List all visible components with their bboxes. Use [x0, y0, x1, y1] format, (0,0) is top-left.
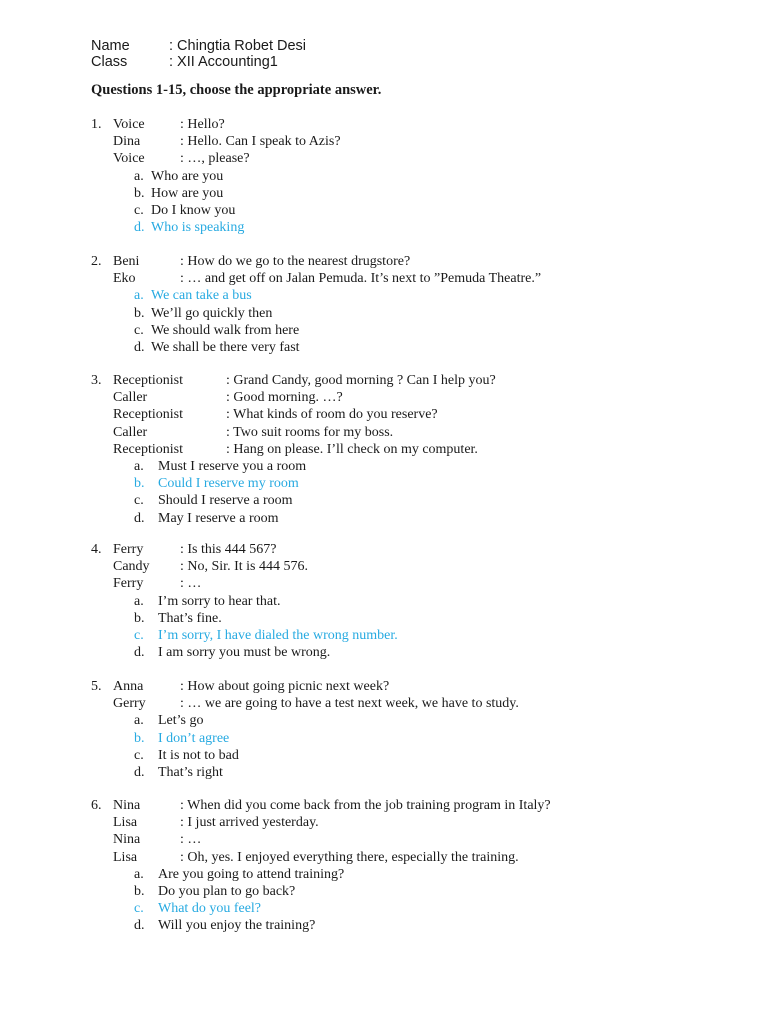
speaker-name: Dina [113, 134, 141, 150]
dialogue-line [91, 541, 731, 558]
class-label: Class [91, 54, 128, 70]
question-number: 2. [91, 254, 102, 269]
speaker-name: Ferry [113, 542, 144, 557]
speaker-utterance: : No, Sir. It is 444 576. [180, 559, 308, 575]
answer-option [91, 322, 731, 339]
question-number: 4. [91, 542, 102, 557]
option-text: We should walk from here [151, 322, 300, 338]
dialogue-line [91, 441, 731, 458]
dialogue-line [91, 797, 731, 814]
speaker-utterance: : … and get off on Jalan Pemuda. It’s next to ”Pemuda Theatre.” [180, 271, 542, 287]
option-text: That’s right [158, 764, 223, 780]
option-letter: d. [134, 339, 145, 355]
speaker-utterance: : Hello? [180, 117, 225, 132]
option-letter: a. [134, 168, 144, 184]
dialogue-line [91, 133, 731, 150]
speaker-utterance: : I just arrived yesterday. [180, 815, 319, 831]
dialogue-line [91, 558, 731, 575]
speaker-utterance: : What kinds of room do you reserve? [226, 407, 438, 423]
speaker-utterance: : Hang on please. I’ll check on my computer. [226, 441, 478, 457]
dialogue-line [91, 389, 731, 406]
class-value: : XII Accounting1 [169, 54, 278, 70]
question-4 [91, 541, 731, 661]
option-text: Must I reserve you a room [158, 458, 307, 474]
dialogue-line [91, 695, 731, 712]
answer-option [91, 168, 731, 185]
speaker-name: Anna [113, 679, 144, 694]
option-text: I’m sorry to hear that. [158, 593, 281, 609]
speaker-utterance: : Grand Candy, good morning ? Can I help you? [226, 373, 496, 388]
dialogue-line [91, 678, 731, 695]
speaker-utterance: : How about going picnic next week? [180, 679, 390, 694]
option-letter: b. [134, 476, 145, 492]
student-header [91, 38, 306, 70]
option-text: What do you feel? [158, 901, 262, 917]
speaker-name: Candy [113, 559, 150, 575]
option-letter: c. [134, 322, 144, 338]
speaker-name: Lisa [113, 815, 138, 831]
dialogue-line [91, 849, 731, 866]
answer-option [91, 510, 731, 527]
option-letter: c. [134, 493, 144, 509]
dialogue-line [91, 814, 731, 831]
name-label: Name [91, 38, 130, 54]
option-letter: a. [134, 458, 144, 474]
option-letter: b. [134, 305, 145, 321]
name-value: : Chingtia Robet Desi [169, 38, 307, 54]
speaker-name: Receptionist [113, 407, 183, 423]
name-row [91, 38, 306, 54]
option-text: Do you plan to go back? [158, 883, 296, 899]
question-number: 1. [91, 117, 102, 132]
option-letter: d. [134, 510, 145, 526]
speaker-name: Caller [113, 390, 148, 406]
question-number: 6. [91, 798, 102, 813]
dialogue-line [91, 150, 731, 167]
option-text: Will you enjoy the training? [158, 918, 316, 934]
option-letter: b. [134, 730, 145, 746]
option-letter: d. [134, 220, 145, 236]
option-letter: c. [134, 747, 144, 763]
speaker-utterance: : Good morning. …? [226, 390, 343, 406]
option-text: Who are you [151, 168, 224, 184]
option-text: It is not to bad [158, 747, 239, 763]
option-text: Could I reserve my room [158, 476, 299, 492]
speaker-name: Receptionist [113, 373, 183, 388]
answer-option-selected [91, 219, 731, 236]
answer-option [91, 593, 731, 610]
speaker-utterance: : … [180, 576, 202, 592]
speaker-utterance: : When did you come back from the job training program in Italy? [180, 798, 551, 813]
answer-option-selected [91, 900, 731, 917]
answer-option [91, 747, 731, 764]
option-letter: b. [134, 883, 145, 899]
speaker-name: Nina [113, 832, 141, 848]
class-row [91, 54, 306, 70]
answer-option [91, 305, 731, 322]
answer-option [91, 610, 731, 627]
answer-option [91, 339, 731, 356]
option-letter: a. [134, 713, 144, 729]
option-letter: a. [134, 866, 144, 882]
dialogue-line [91, 406, 731, 423]
option-text: Are you going to attend training? [158, 866, 345, 882]
question-number: 3. [91, 373, 102, 388]
option-text: That’s fine. [158, 610, 222, 626]
question-5 [91, 678, 731, 781]
speaker-name: Gerry [113, 696, 146, 712]
speaker-utterance: : Two suit rooms for my boss. [226, 424, 394, 440]
option-text: We shall be there very fast [151, 339, 300, 355]
answer-option-selected [91, 287, 731, 304]
option-text: How are you [151, 185, 224, 201]
speaker-utterance: : … we are going to have a test next week, we have to study. [180, 696, 519, 712]
answer-option [91, 202, 731, 219]
speaker-name: Caller [113, 424, 148, 440]
speaker-name: Nina [113, 798, 141, 813]
answer-option-selected [91, 730, 731, 747]
question-1 [91, 116, 731, 236]
speaker-utterance: : …, please? [180, 151, 250, 167]
option-letter: d. [134, 645, 145, 661]
answer-option [91, 185, 731, 202]
option-text: We’ll go quickly then [151, 305, 273, 321]
option-text: Let’s go [158, 713, 204, 729]
answer-option [91, 764, 731, 781]
dialogue-line [91, 116, 731, 133]
speaker-name: Ferry [113, 576, 144, 592]
speaker-name: Beni [113, 254, 140, 269]
option-letter: a. [134, 288, 144, 304]
option-letter: c. [134, 202, 144, 218]
question-2 [91, 253, 731, 356]
option-text: Do I know you [151, 202, 236, 218]
answer-option [91, 917, 731, 934]
speaker-name: Voice [113, 117, 145, 132]
option-letter: c. [134, 627, 144, 643]
dialogue-line [91, 270, 731, 287]
question-3 [91, 372, 731, 527]
instructions: Questions 1-15, choose the appropriate answer. [91, 82, 382, 98]
answer-option [91, 644, 731, 661]
answer-option [91, 712, 731, 729]
option-letter: d. [134, 918, 145, 934]
speaker-utterance: : Hello. Can I speak to Azis? [180, 134, 341, 150]
option-text: I don’t agree [158, 730, 230, 746]
speaker-name: Eko [113, 271, 136, 287]
answer-option-selected [91, 627, 731, 644]
option-text: I’m sorry, I have dialed the wrong number. [158, 627, 398, 643]
speaker-name: Lisa [113, 849, 138, 865]
option-text: Should I reserve a room [158, 493, 293, 509]
answer-option [91, 492, 731, 509]
answer-option [91, 866, 731, 883]
question-number: 5. [91, 679, 102, 694]
option-text: Who is speaking [151, 220, 245, 236]
option-text: May I reserve a room [158, 510, 279, 526]
dialogue-line [91, 372, 731, 389]
speaker-utterance: : … [180, 832, 202, 848]
dialogue-line [91, 424, 731, 441]
dialogue-line [91, 575, 731, 592]
option-letter: a. [134, 593, 144, 609]
option-text: We can take a bus [151, 288, 252, 304]
dialogue-line [91, 831, 731, 848]
answer-option [91, 883, 731, 900]
speaker-name: Voice [113, 151, 145, 167]
option-letter: c. [134, 901, 144, 917]
question-6 [91, 797, 731, 935]
answer-option-selected [91, 475, 731, 492]
answer-option [91, 458, 731, 475]
option-letter: d. [134, 764, 145, 780]
speaker-name: Receptionist [113, 441, 183, 457]
option-letter: b. [134, 610, 145, 626]
speaker-utterance: : Is this 444 567? [180, 542, 277, 557]
dialogue-line [91, 253, 731, 270]
option-letter: b. [134, 185, 145, 201]
option-text: I am sorry you must be wrong. [158, 645, 331, 661]
speaker-utterance: : Oh, yes. I enjoyed everything there, especially the training. [180, 849, 519, 865]
speaker-utterance: : How do we go to the nearest drugstore? [180, 254, 411, 269]
